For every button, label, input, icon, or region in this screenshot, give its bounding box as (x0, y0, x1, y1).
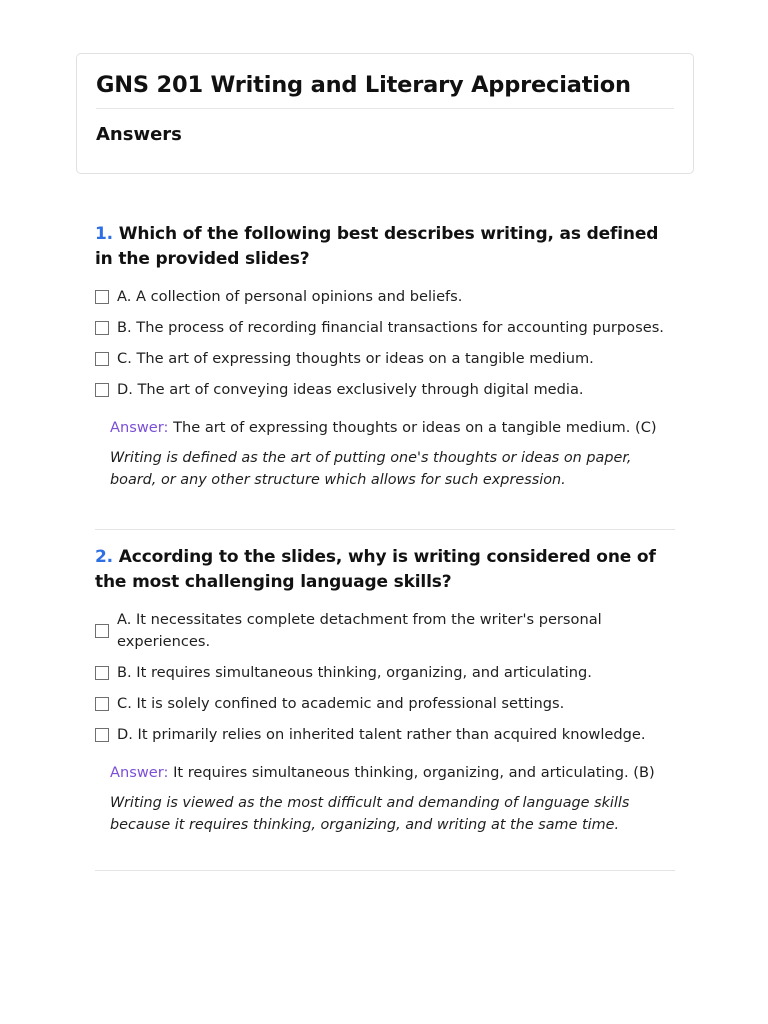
question-divider (95, 870, 675, 871)
question-1-option-b[interactable] (95, 317, 680, 339)
answer-text: It requires simultaneous thinking, organizing, and articulating. (B) (173, 764, 655, 781)
question-2-option-a[interactable] (95, 609, 680, 653)
option-label: A. A collection of personal opinions and beliefs. (117, 288, 463, 305)
option-label: C. The art of expressing thoughts or ideas on a tangible medium. (117, 350, 594, 367)
question-1-text (95, 222, 680, 272)
header-card (76, 53, 694, 174)
question-2-number: 2. (95, 547, 113, 567)
checkbox[interactable] (95, 290, 109, 304)
option-label: C. It is solely confined to academic and professional settings. (117, 695, 565, 712)
question-2 (95, 545, 680, 836)
question-2-option-b[interactable] (95, 662, 680, 684)
answer-text: The art of expressing thoughts or ideas on a tangible medium. (C) (173, 419, 657, 436)
question-2-prompt: According to the slides, why is writing considered one of the most challenging language skills? (95, 547, 656, 592)
header-divider (96, 108, 674, 109)
question-1-answer-block (110, 417, 670, 491)
option-label: D. It primarily relies on inherited talent rather than acquired knowledge. (117, 726, 646, 743)
question-1-number: 1. (95, 224, 113, 244)
question-2-option-c[interactable] (95, 693, 680, 715)
question-2-option-d[interactable] (95, 724, 680, 746)
page-subtitle: Answers (96, 124, 182, 145)
question-1-option-c[interactable] (95, 348, 680, 370)
checkbox[interactable] (95, 697, 109, 711)
question-2-text (95, 545, 680, 595)
answer-label: Answer: (110, 419, 169, 436)
question-2-options (95, 609, 680, 746)
option-label: B. The process of recording financial transactions for accounting purposes. (117, 319, 664, 336)
option-label: B. It requires simultaneous thinking, organizing, and articulating. (117, 664, 592, 681)
question-1 (95, 222, 680, 491)
question-1-option-d[interactable] (95, 379, 680, 401)
page-title: GNS 201 Writing and Literary Appreciation (96, 72, 631, 98)
checkbox[interactable] (95, 728, 109, 742)
checkbox[interactable] (95, 624, 109, 638)
question-divider (95, 529, 675, 530)
option-label: A. It necessitates complete detachment from the writer's personal experiences. (117, 611, 602, 650)
checkbox[interactable] (95, 383, 109, 397)
checkbox[interactable] (95, 666, 109, 680)
answer-label: Answer: (110, 764, 169, 781)
question-1-prompt: Which of the following best describes writing, as defined in the provided slides? (95, 224, 659, 269)
question-2-answer-block (110, 762, 670, 836)
checkbox[interactable] (95, 321, 109, 335)
question-2-answer (110, 762, 670, 784)
question-1-option-a[interactable] (95, 286, 680, 308)
option-label: D. The art of conveying ideas exclusively through digital media. (117, 381, 584, 398)
question-1-explanation: Writing is defined as the art of putting one's thoughts or ideas on paper, board, or any other structure which allows for such expression. (110, 450, 632, 488)
question-1-answer (110, 417, 670, 439)
question-1-options (95, 286, 680, 401)
checkbox[interactable] (95, 352, 109, 366)
question-2-explanation: Writing is viewed as the most difficult and demanding of language skills because it requires thinking, organizing, and writing at the same time. (110, 795, 630, 833)
